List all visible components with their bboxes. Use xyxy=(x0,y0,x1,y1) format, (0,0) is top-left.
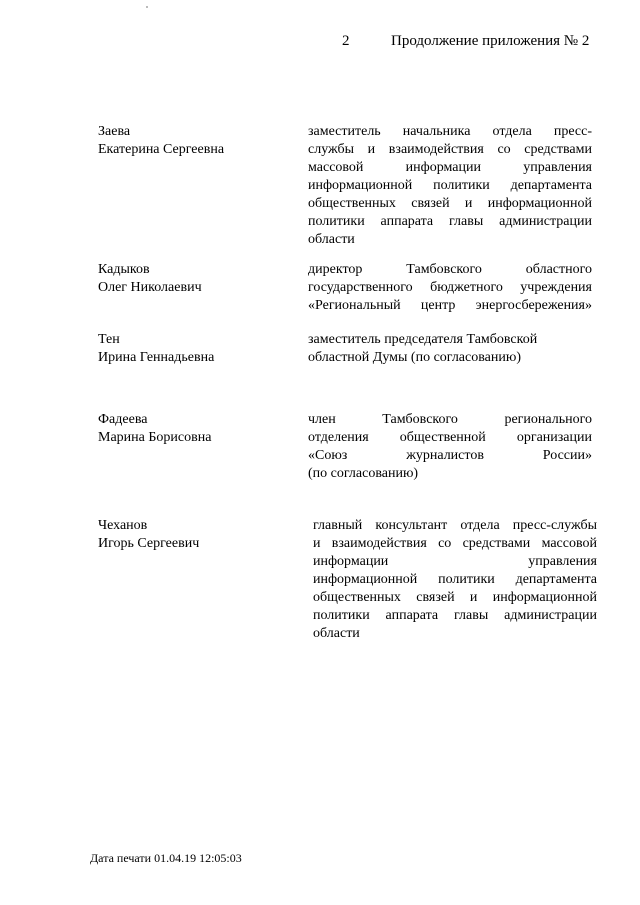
print-date: Дата печати 01.04.19 12:05:03 xyxy=(90,851,242,865)
role-line: массовой информации управления xyxy=(308,160,592,175)
member-name xyxy=(98,517,199,553)
role-line: политики аппарата главы администрации xyxy=(308,214,592,229)
member-surname: Фадеева xyxy=(98,412,148,427)
role-line: политики аппарата главы администрации xyxy=(313,608,597,623)
member-role xyxy=(308,261,592,315)
member-name xyxy=(98,261,202,297)
role-line: «Региональный центр энергосбережения» xyxy=(308,298,592,313)
member-name xyxy=(98,123,224,159)
role-line: области xyxy=(308,232,355,247)
member-surname: Чеханов xyxy=(98,518,148,533)
role-line: службы и взаимодействия со средствами xyxy=(308,142,592,157)
role-line: отделения общественной организации xyxy=(308,430,592,445)
role-line: информации управления xyxy=(313,554,597,569)
role-line: «Союз журналистов России» xyxy=(308,448,592,463)
role-line: (по согласованию) xyxy=(308,466,419,481)
member-role xyxy=(308,123,592,249)
role-line: областной Думы (по согласованию) xyxy=(308,350,521,365)
member-name xyxy=(98,331,214,367)
role-line: области xyxy=(313,626,360,641)
role-line: член Тамбовского регионального xyxy=(308,412,592,427)
member-surname: Кадыков xyxy=(98,262,150,277)
member-given-names: Ирина Геннадьевна xyxy=(98,350,215,365)
member-role xyxy=(313,517,597,643)
scan-speck xyxy=(146,6,148,8)
role-line: заместитель начальника отдела пресс- xyxy=(308,124,592,139)
role-line: общественных связей и информационной xyxy=(313,590,597,605)
member-surname: Заева xyxy=(98,124,131,139)
role-line: директор Тамбовского областного xyxy=(308,262,592,277)
role-line: информационной политики департамента xyxy=(313,572,597,587)
role-line: государственного бюджетного учреждения xyxy=(308,280,592,295)
appendix-continuation-title: Продолжение приложения № 2 xyxy=(391,33,590,49)
member-given-names: Игорь Сергеевич xyxy=(98,536,200,551)
member-name xyxy=(98,411,211,447)
member-surname: Тен xyxy=(98,332,120,347)
role-line: общественных связей и информационной xyxy=(308,196,592,211)
page-number: 2 xyxy=(342,33,350,49)
member-role xyxy=(308,411,592,483)
member-given-names: Олег Николаевич xyxy=(98,280,202,295)
role-line: главный консультант отдела пресс-службы xyxy=(313,518,597,533)
role-line: и взаимодействия со средствами массовой xyxy=(313,536,597,551)
role-line: заместитель председателя Тамбовской xyxy=(308,332,538,347)
member-role xyxy=(308,331,592,367)
role-line: информационной политики департамента xyxy=(308,178,592,193)
member-given-names: Екатерина Сергеевна xyxy=(98,142,225,157)
member-given-names: Марина Борисовна xyxy=(98,430,212,445)
